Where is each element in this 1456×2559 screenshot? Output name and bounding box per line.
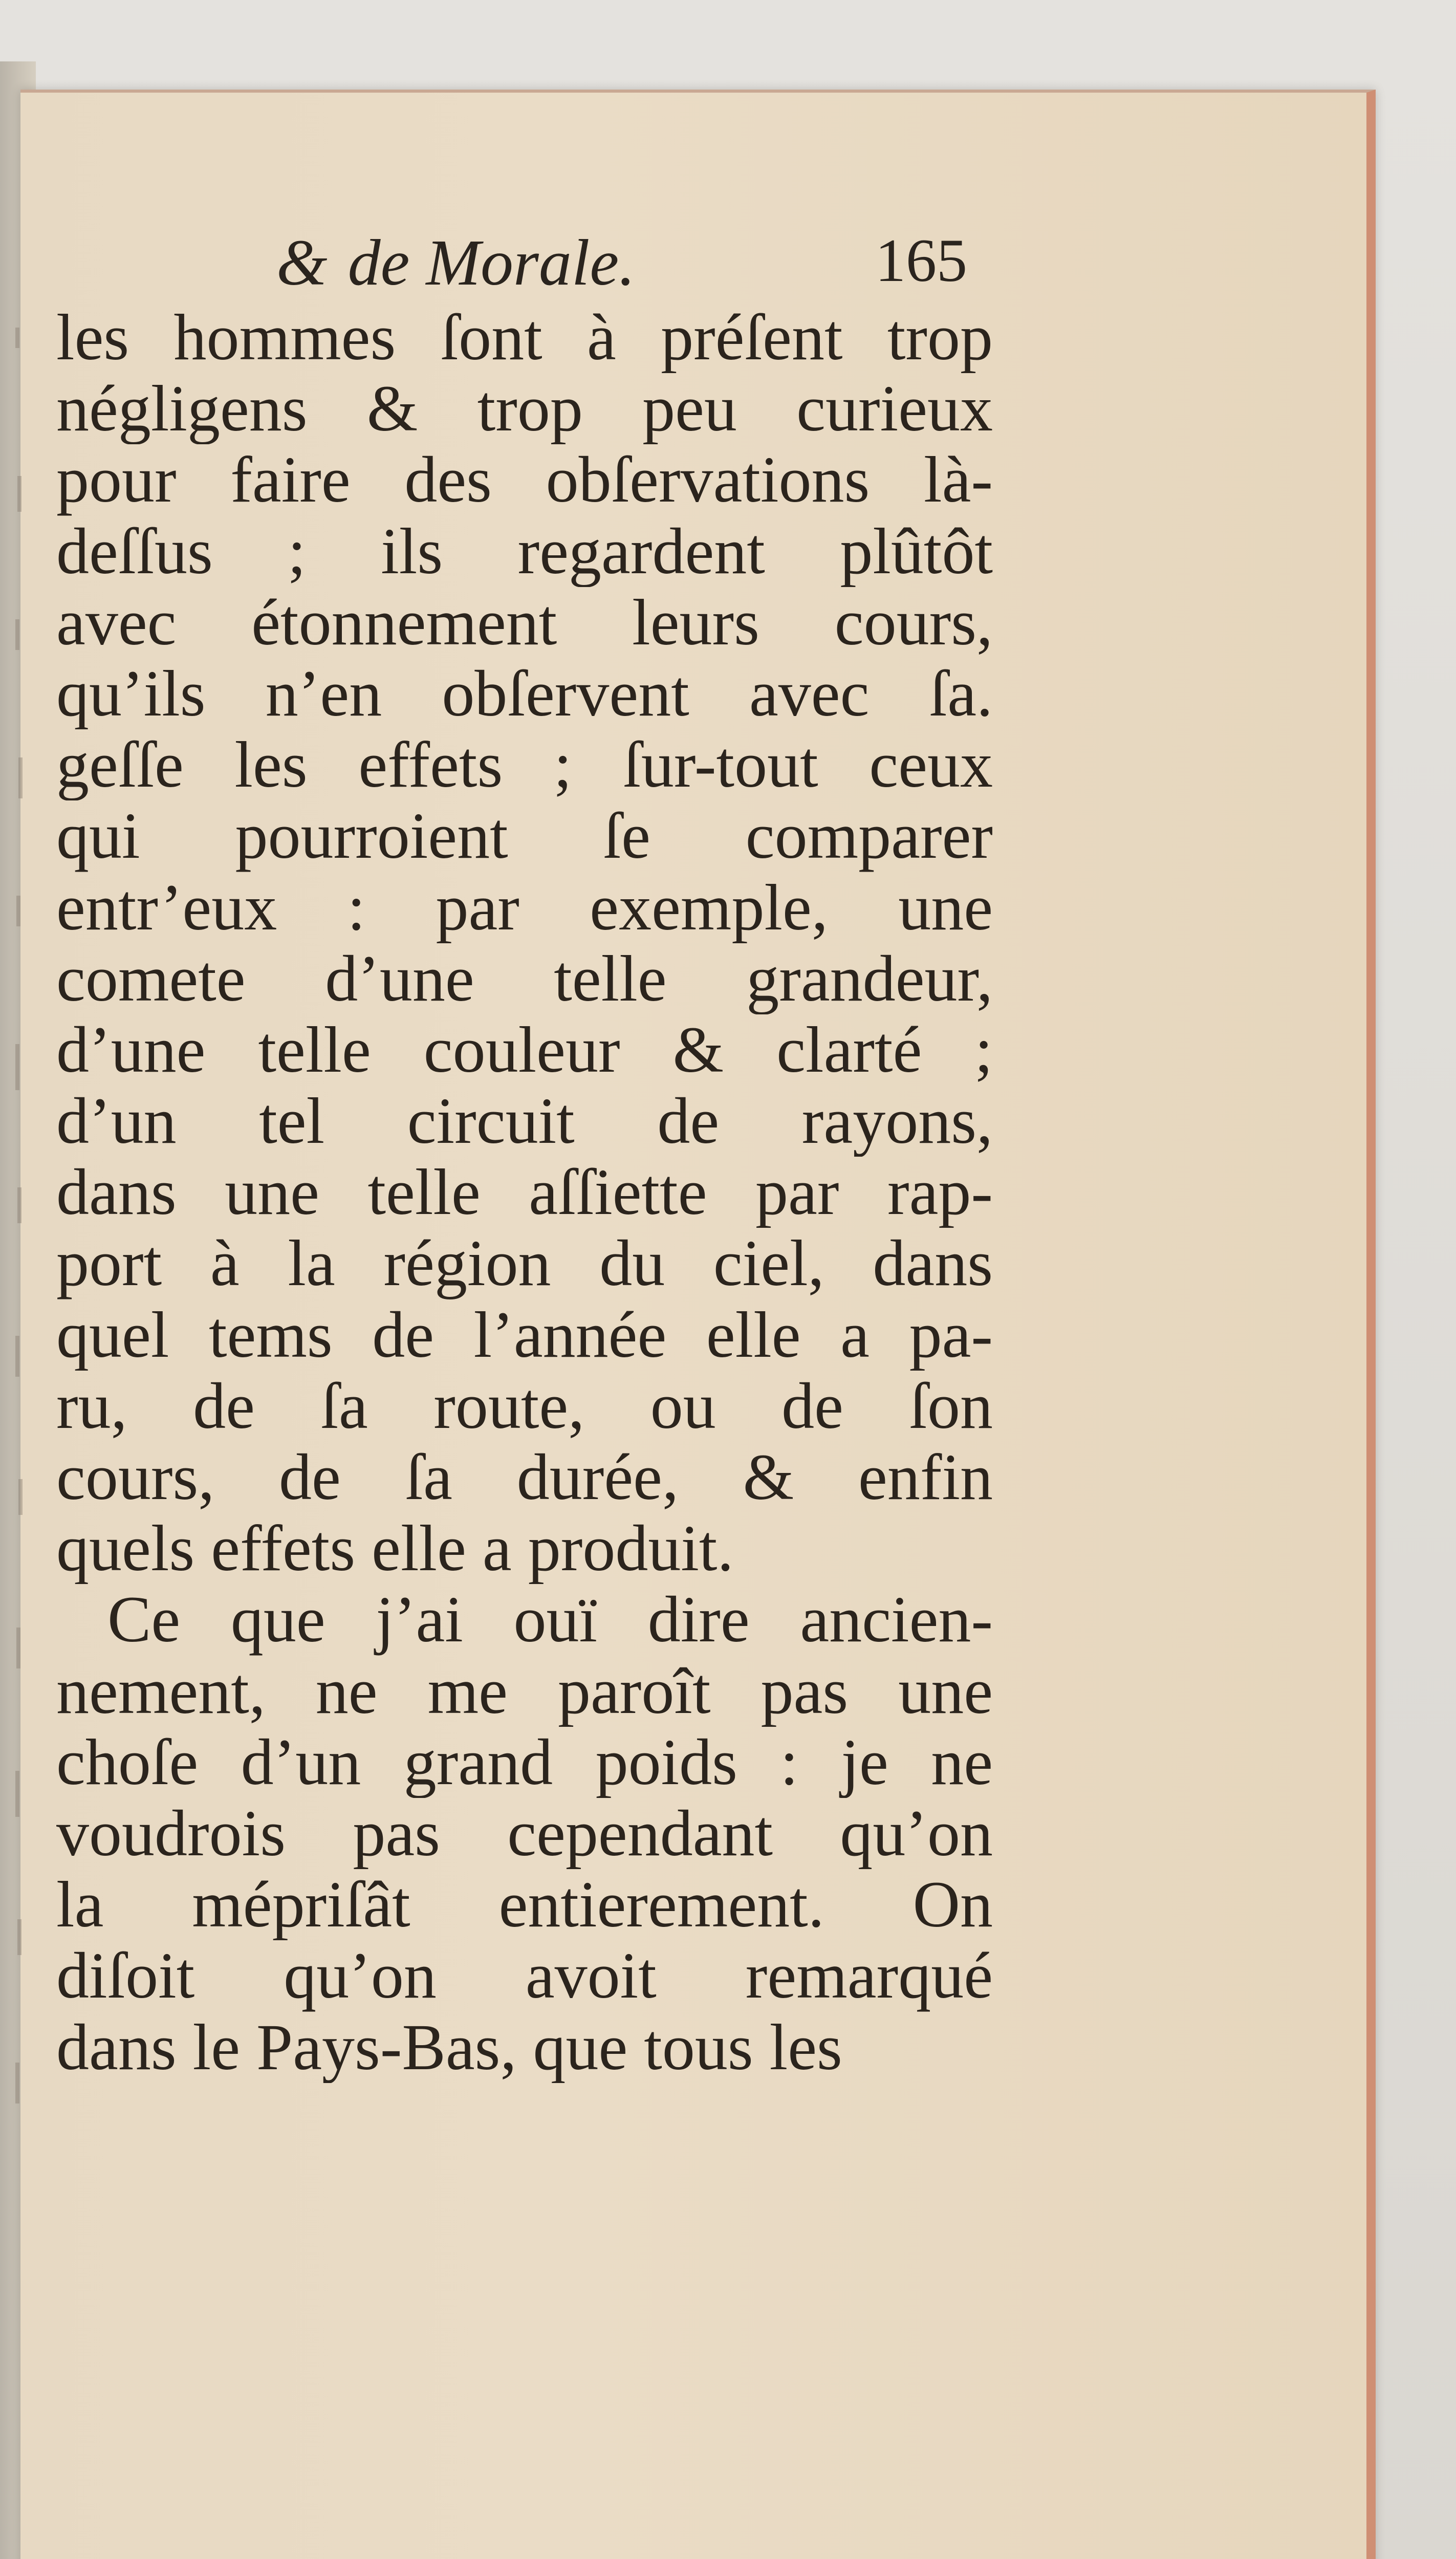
text-line: la mépriſât entierement. On — [56, 1869, 993, 1941]
text-line: choſe d’un grand poids : je ne — [56, 1726, 993, 1798]
text-line: entr’eux : par exemple, une — [56, 872, 993, 943]
text-line: deſſus ; ils regardent plûtôt — [56, 515, 993, 587]
page-number: 165 — [875, 226, 967, 294]
text-line: nement, ne me paroît pas une — [56, 1655, 993, 1727]
text-line: quel tems de l’année elle a pa- — [56, 1299, 993, 1371]
text-line: cours, de ſa durée, & enfin — [56, 1442, 993, 1513]
text-line: geſſe les effets ; ſur-tout ceux — [56, 729, 993, 801]
text-line: dans une telle aſſiette par rap- — [56, 1157, 993, 1228]
text-line: pour faire des obſervations là- — [56, 444, 993, 516]
text-line: négligens & trop peu curieux — [56, 373, 993, 445]
text-line: quels effets elle a produit. — [56, 1513, 734, 1585]
text-line: Ce que j’ai ouï dire ancien- — [107, 1584, 993, 1656]
ampersand-glyph: & — [276, 226, 328, 299]
text-line: voudrois pas cependant qu’on — [56, 1797, 993, 1870]
page-body-text — [56, 302, 993, 2083]
previous-page-bleed — [0, 307, 56, 2201]
text-line: d’un tel circuit de rayons, — [56, 1086, 993, 1157]
text-line: comete d’une telle grandeur, — [56, 943, 993, 1014]
text-line: port à la région du ciel, dans — [56, 1228, 993, 1299]
running-title: de Morale. — [347, 226, 636, 299]
text-line: qui pourroient ſe comparer — [56, 800, 993, 872]
running-header — [276, 225, 1044, 302]
text-line: les hommes ſont à préſent trop — [56, 302, 993, 374]
text-line: d’une telle couleur & clarté ; — [56, 1014, 993, 1086]
text-line: qu’ils n’en obſervent avec ſa. — [56, 658, 993, 730]
text-line: dans le Pays-Bas, que tous les — [56, 2011, 842, 2083]
text-line: diſoit qu’on avoit remarqué — [56, 1940, 993, 2012]
text-line: ru, de ſa route, ou de ſon — [56, 1370, 993, 1442]
text-line: avec étonnement leurs cours, — [56, 587, 993, 658]
